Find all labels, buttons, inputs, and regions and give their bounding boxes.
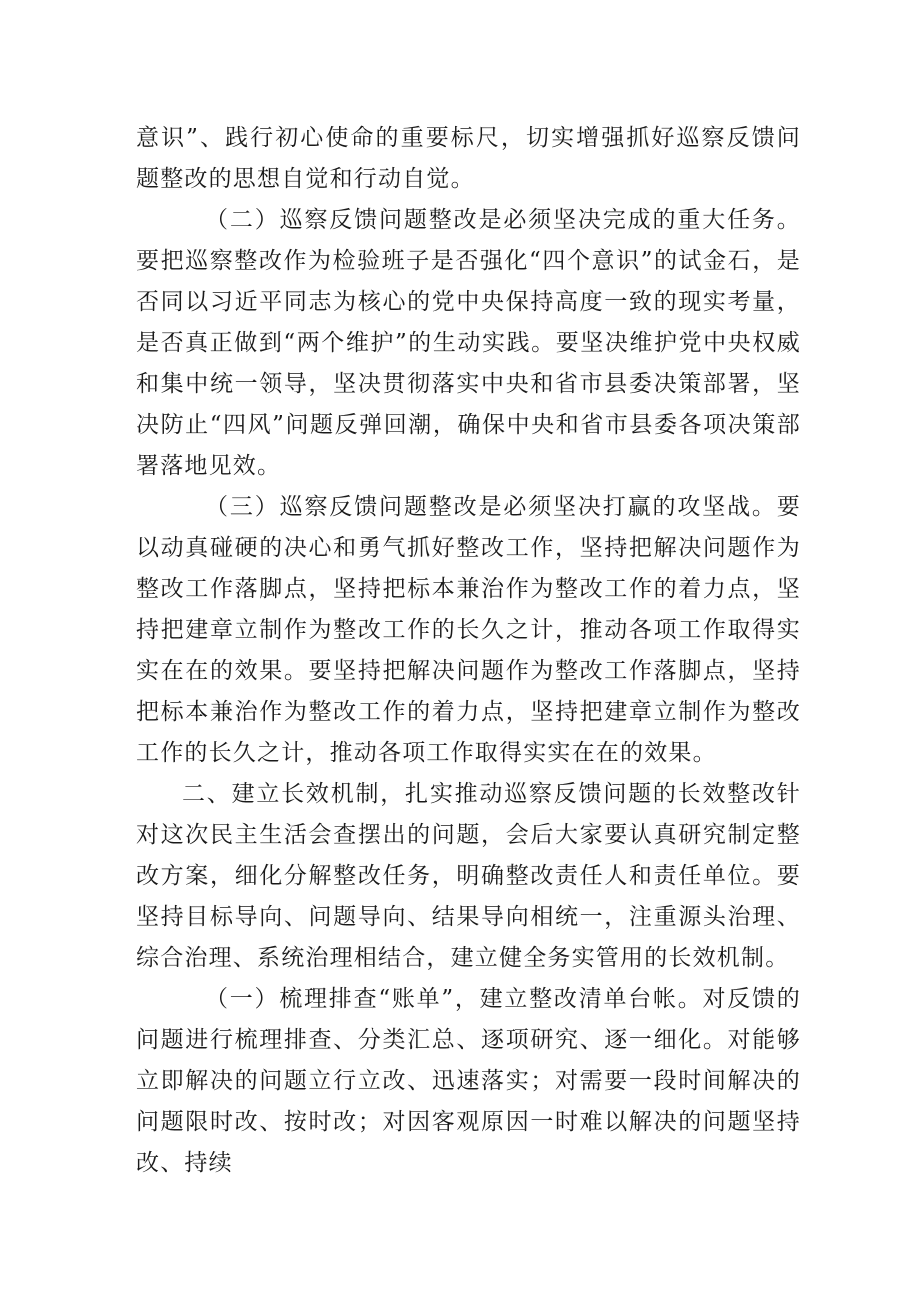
paragraph-continuation: 意识”、践行初心使命的重要标尺，切实增强抓好巡察反馈问题整改的思想自觉和行动自觉。 — [136, 125, 801, 192]
document-body — [136, 118, 801, 1184]
paragraph-subsection-1: （一）梳理排查“账单”，建立整改清单台帐。对反馈的问题进行梳理排查、分类汇总、逐项研究、逐一细化。对能够立即解决的问题立行立改、迅速落实；对需要一段时间解决的问题限时改、按时改；对因客观原因一时难以解决的问题坚持改、持续 — [136, 986, 801, 1176]
paragraph-heading-2: 二、建立长效机制，扎实推动巡察反馈问题的长效整改针对这次民主生活会查摆出的问题，会后大家要认真研究制定整改方案，细化分解整改任务，明确整改责任人和责任单位。要坚持目标导向、问题导向、结果导向相统一，注重源头治理、综合治理、系统治理相结合，建立健全务实管用的长效机制。 — [136, 781, 801, 971]
paragraph-section-3: （三）巡察反馈问题整改是必须坚决打赢的攻坚战。要以动真碰硬的决心和勇气抓好整改工作，坚持把解决问题作为整改工作落脚点，坚持把标本兼治作为整改工作的着力点，坚持把建章立制作为整改工作的长久之计，推动各项工作取得实实在在的效果。要坚持把解决问题作为整改工作落脚点，坚持把标本兼治作为整改工作的着力点，坚持把建章立制作为整改工作的长久之计，推动各项工作取得实实在在的效果。 — [136, 494, 801, 766]
paragraph-section-2: （二）巡察反馈问题整改是必须坚决完成的重大任务。要把巡察整改作为检验班子是否强化“四个意识”的试金石，是否同以习近平同志为核心的党中央保持高度一致的现实考量，是否真正做到“两个维护”的生动实践。要坚决维护党中央权威和集中统一领导，坚决贯彻落实中央和省市县委决策部署，坚决防止“四风”问题反弹回潮，确保中央和省市县委各项决策部署落地见效。 — [136, 207, 801, 479]
